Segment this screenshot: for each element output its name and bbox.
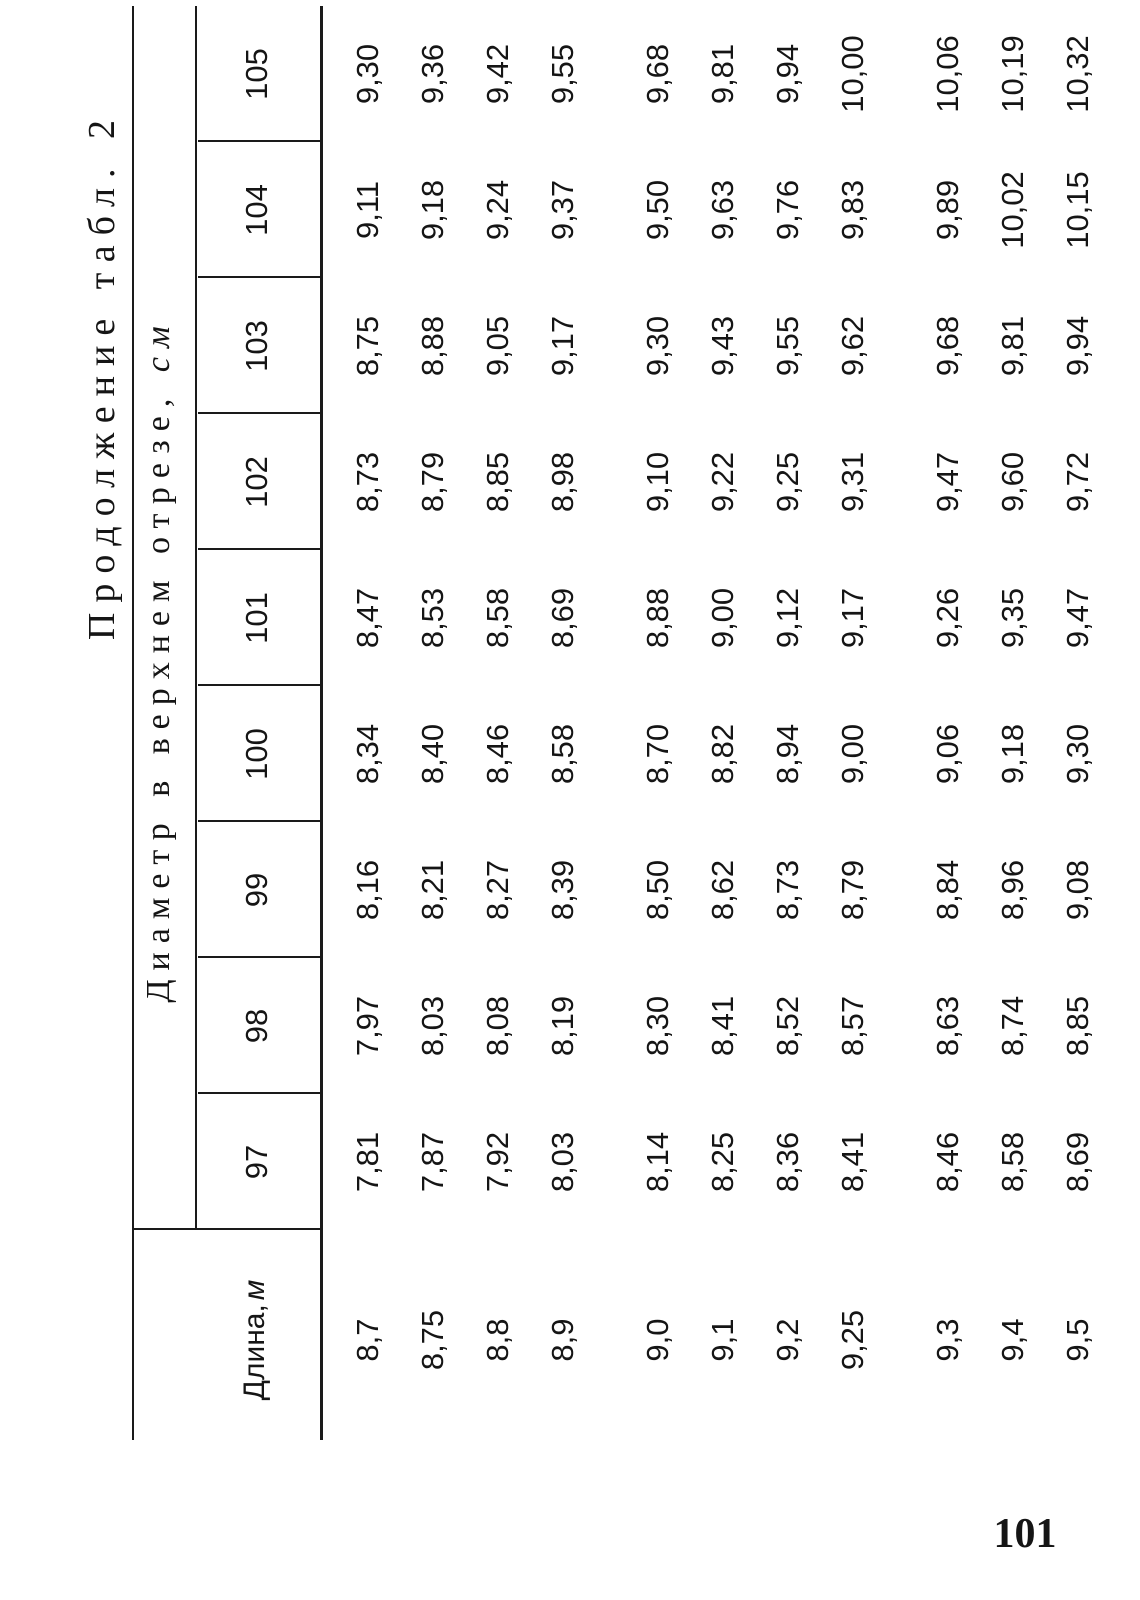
table-cell: 9,11 [350,180,385,240]
table-cell: 8,85 [1060,995,1095,1057]
length-cell: 9,1 [705,1318,740,1362]
table-cell: 9,55 [545,43,580,105]
length-cell: 8,9 [545,1318,580,1362]
table-cell: 8,41 [705,995,740,1057]
length-cell: 9,5 [1060,1318,1095,1362]
diameter-header-unit: см [140,317,177,373]
table-cell: 9,81 [995,315,1030,377]
table-cell: 10,19 [995,35,1030,113]
table-cell: 8,08 [480,995,515,1057]
column-header-103: 103 [239,320,274,372]
table-cell: 8,41 [835,1131,870,1193]
column-header-105: 105 [239,48,274,100]
table-cell: 7,92 [480,1131,515,1193]
table-cell: 9,35 [995,587,1030,649]
table-cell: 9,94 [1060,315,1095,377]
length-header-unit: м [238,1279,271,1301]
header-top-rule [132,6,134,1440]
table-cell: 10,06 [930,35,965,113]
table-cell: 9,12 [770,587,805,649]
length-cell: 9,0 [640,1318,675,1362]
column-header-97: 97 [239,1144,274,1180]
column-header-99: 99 [239,872,274,908]
table-cell: 9,05 [480,315,515,377]
table-cell: 9,81 [705,43,740,105]
table-cell: 8,58 [480,587,515,649]
table-cell: 8,73 [770,859,805,921]
length-cell: 9,3 [930,1318,965,1362]
table-cell: 9,25 [770,451,805,513]
length-header [190,1240,320,1440]
table-cell: 8,57 [835,995,870,1057]
length-cell: 9,4 [995,1318,1030,1362]
length-cell: 9,2 [770,1318,805,1362]
table-cell: 8,46 [930,1131,965,1193]
table-cell: 8,58 [995,1131,1030,1193]
table-cell: 9,30 [350,43,385,105]
table-cell: 8,40 [415,723,450,785]
table-cell: 8,88 [415,315,450,377]
table-cell: 9,06 [930,723,965,785]
table-cell: 10,00 [835,35,870,113]
table-cell: 9,50 [640,179,675,241]
diameter-subhead-rule [195,6,197,1230]
table-cell: 8,75 [350,315,385,377]
table-cell: 10,15 [1060,171,1095,249]
table-cell: 8,73 [350,451,385,513]
table-cell: 9,10 [640,451,675,513]
length-cell: 8,7 [350,1318,385,1362]
table-cell: 8,46 [480,723,515,785]
table-cell: 8,69 [545,587,580,649]
table-cell: 9,18 [415,179,450,241]
table-cell: 9,08 [1060,859,1095,921]
table-cell: 9,43 [705,315,740,377]
table-cell: 8,14 [640,1131,675,1193]
table-cell: 7,81 [350,1131,385,1193]
table-cell: 9,68 [640,43,675,105]
table-cell: 9,00 [705,587,740,649]
column-header-102: 102 [239,456,274,508]
diameter-header [140,100,200,1220]
table-cell: 9,42 [480,43,515,105]
table-cell: 9,36 [415,43,450,105]
table-cell: 8,84 [930,859,965,921]
table-cell: 8,70 [640,723,675,785]
rotated-table-page [70,35,1095,1440]
table-cell: 8,16 [350,859,385,921]
table-cell: 8,36 [770,1131,805,1193]
table-cell: 9,62 [835,315,870,377]
table-cell: 9,00 [835,723,870,785]
column-header-100: 100 [239,728,274,780]
table-cell: 7,97 [350,995,385,1057]
table-cell: 8,62 [705,859,740,921]
table-cell: 9,17 [545,315,580,377]
table-cell: 9,22 [705,451,740,513]
table-cell: 9,37 [545,179,580,241]
table-cell: 9,17 [835,587,870,649]
length-cell: 8,75 [415,1309,450,1371]
table-cell: 8,30 [640,995,675,1057]
table-cell: 8,03 [545,1131,580,1193]
diameter-header-text: Диаметр в верхнем отрезе, [140,389,177,1003]
table-caption: Продолжение табл. 2 [81,110,123,641]
header-bottom-rule [320,6,323,1440]
table-cell: 8,79 [415,451,450,513]
table-cell: 9,72 [1060,451,1095,513]
length-header-label: Длина, [238,1304,271,1401]
table-cell: 9,30 [640,315,675,377]
table-cell: 8,79 [835,859,870,921]
table-cell: 10,02 [995,171,1030,249]
table-cell: 9,47 [930,451,965,513]
table-cell: 9,30 [1060,723,1095,785]
table-cell: 8,03 [415,995,450,1057]
table-cell: 7,87 [415,1131,450,1193]
table-cell: 8,27 [480,859,515,921]
table-cell: 8,34 [350,723,385,785]
table-cell: 8,94 [770,723,805,785]
table-cell: 8,19 [545,995,580,1057]
table-cell: 10,32 [1060,35,1095,113]
table-cell: 9,31 [835,451,870,513]
column-header-104: 104 [239,184,274,236]
table-cell: 8,96 [995,859,1030,921]
table-cell: 8,88 [640,587,675,649]
table-cell: 9,63 [705,179,740,241]
table-cell: 8,25 [705,1131,740,1193]
column-header-101: 101 [239,592,274,644]
length-cell: 9,25 [835,1309,870,1371]
table-cell: 9,83 [835,179,870,241]
table-cell: 9,89 [930,179,965,241]
table-cell: 8,39 [545,859,580,921]
page-number: 101 [993,1511,1057,1557]
table-cell: 9,18 [995,723,1030,785]
table-cell: 8,52 [770,995,805,1057]
table-cell: 9,55 [770,315,805,377]
table-cell: 8,85 [480,451,515,513]
column-header-98: 98 [239,1008,274,1044]
table-cell: 9,94 [770,43,805,105]
table-cell: 8,82 [705,723,740,785]
table-cell: 8,74 [995,995,1030,1057]
table-cell: 9,76 [770,179,805,241]
table-cell: 8,69 [1060,1131,1095,1193]
table-cell: 8,98 [545,451,580,513]
table-cell: 9,24 [480,179,515,241]
table-cell: 9,47 [1060,587,1095,649]
table-cell: 8,58 [545,723,580,785]
table-cell: 9,26 [930,587,965,649]
table-cell: 8,53 [415,587,450,649]
table-cell: 8,63 [930,995,965,1057]
table-cell: 8,50 [640,859,675,921]
table-cell: 8,21 [415,859,450,921]
length-cell: 8,8 [480,1318,515,1362]
table-cell: 9,68 [930,315,965,377]
table-cell: 9,60 [995,451,1030,513]
table-cell: 8,47 [350,587,385,649]
